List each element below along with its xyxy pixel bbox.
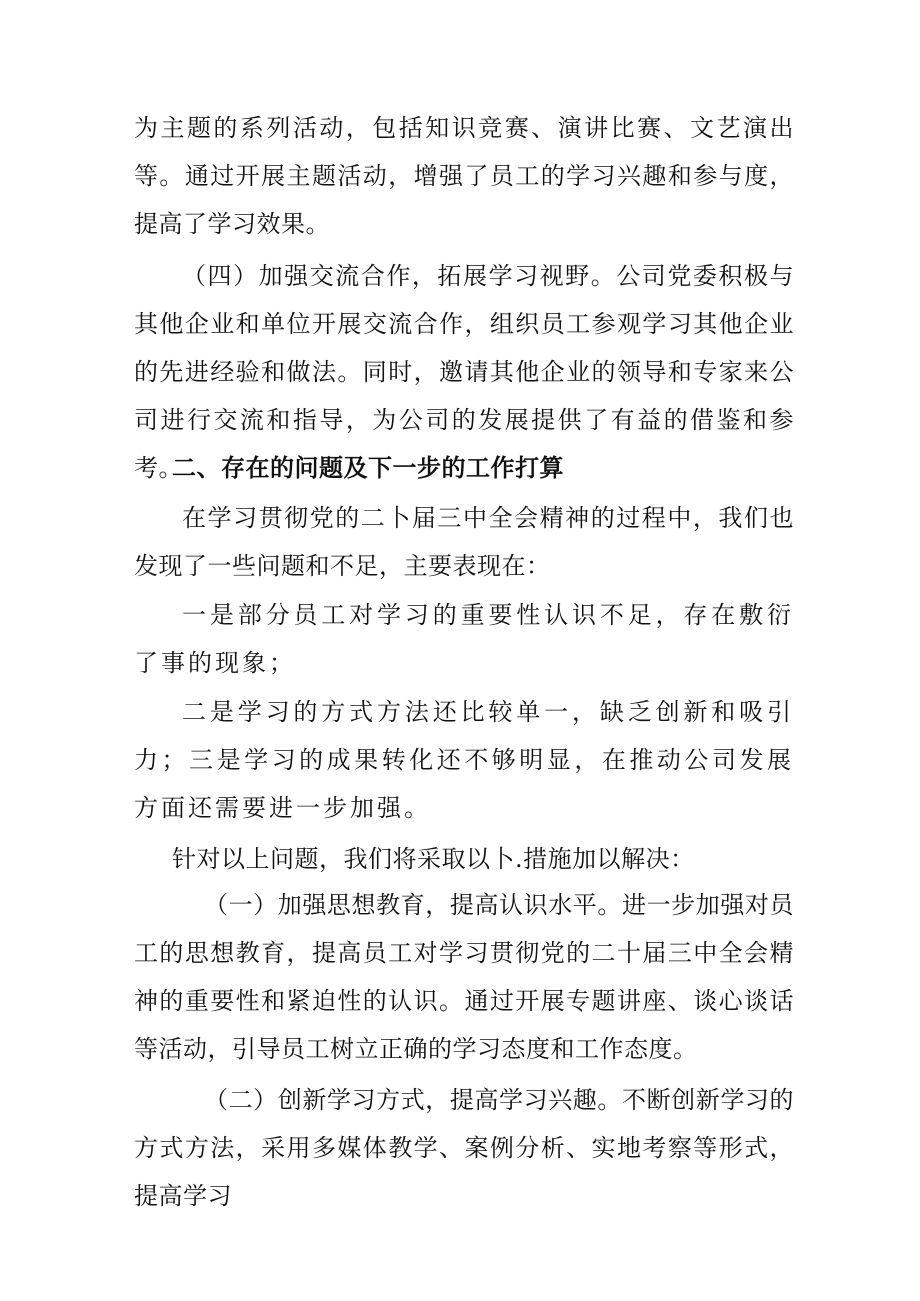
paragraph-problems-intro: 在学习贯彻党的二卜届三中全会精神的过程中，我们也发现了一些问题和不足，主要表现在： [134, 504, 794, 580]
paragraph-measures-intro: 针对以上问题，我们将采取以卜.措施加以解决： [172, 845, 695, 873]
paragraph-measure-one: （一）加强思想教育，提高认识水平。进一步加强对员工的思想教育，提高员工对学习贯彻党的二十届三中全会精神的重要性和紧迫性的认识。通过开展专题讲座、谈心谈话等活动，引导员工树立正确的学习态度和工作态度。 [134, 891, 794, 1063]
paragraph-problem-two-three: 二是学习的方式方法还比较单一，缺乏创新和吸引力；三是学习的成果转化还不够明显，在推动公司发展方面还需要进一步加强。 [134, 698, 794, 822]
paragraph-problem-one: 一是部分员工对学习的重要性认识不足，存在敷衍了事的现象； [134, 601, 794, 677]
section-heading-problems: 二、存在的问题及下一步的工作打算 [172, 454, 564, 482]
paragraph-theme-activities: 为主题的系列活动，包括知识竞赛、演讲比赛、文艺演出等。通过开展主题活动，增强了员工的学习兴趣和参与度，提高了学习效果。 [134, 114, 794, 238]
paragraph-measure-two: （二）创新学习方式，提高学习兴趣。不断创新学习的方式方法，采用多媒体教学、案例分析、实地考察等形式，提高学习 [134, 1086, 794, 1210]
paragraph-exchange-cooperation: （四）加强交流合作，拓展学习视野。公司党委积极与其他企业和单位开展交流合作，组织员工参观学习其他企业的先进经验和做法。同时，邀请其他企业的领导和专家来公司进行交流和指导，为公司的发展提供了有益的借鉴和参考。 [134, 262, 794, 482]
